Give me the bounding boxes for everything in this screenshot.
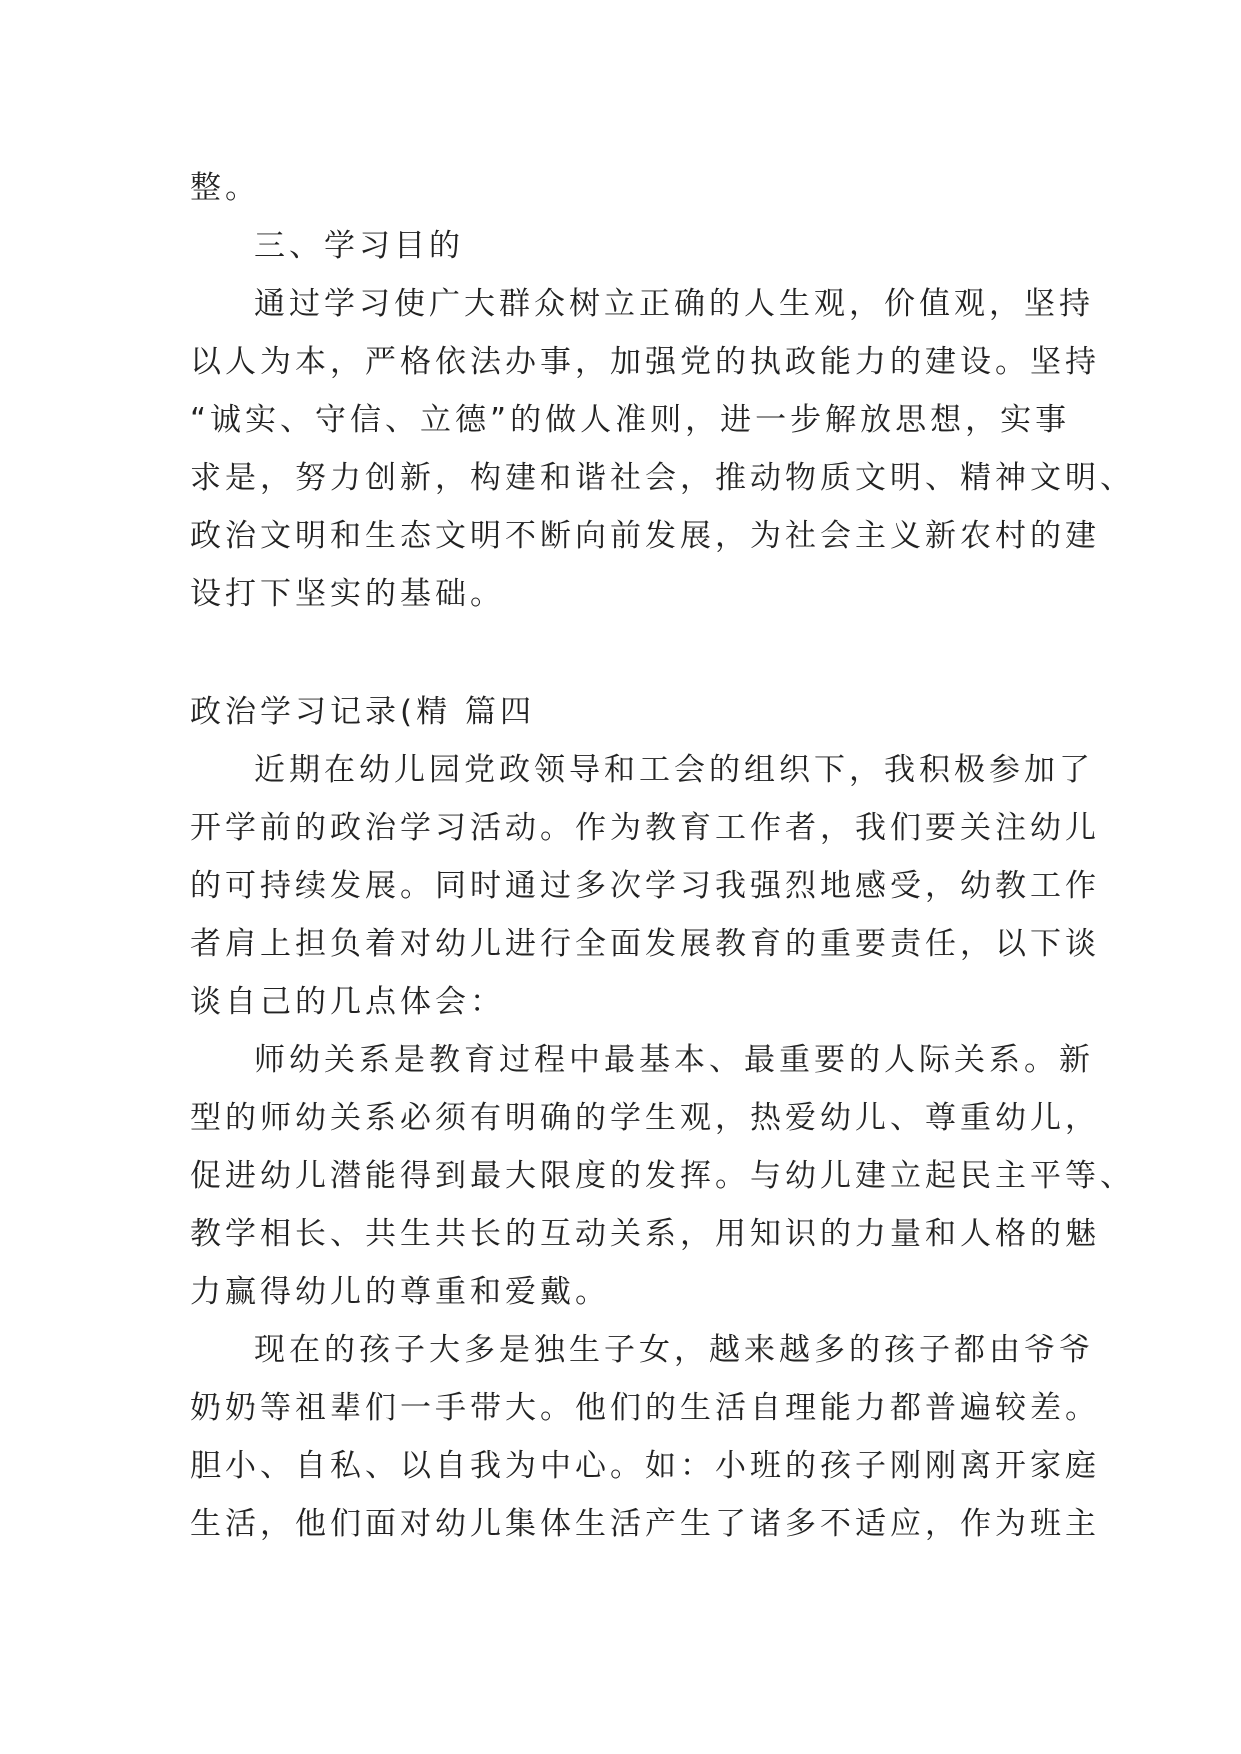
section-heading: 三、学习目的	[254, 228, 464, 264]
text-line: 政治文明和生态文明不断向前发展，为社会主义新农村的建	[190, 518, 1100, 554]
text-line: 谈自己的几点体会：	[190, 984, 505, 1020]
article-title: 政治学习记录(精 篇四	[190, 694, 535, 730]
text-line: 求是，努力创新，构建和谐社会，推动物质文明、精神文明、	[190, 460, 1135, 496]
text-line: 的可持续发展。同时通过多次学习我强烈地感受，幼教工作	[190, 868, 1100, 904]
text-line: 现在的孩子大多是独生子女，越来越多的孩子都由爷爷	[254, 1332, 1094, 1368]
text-line: 通过学习使广大群众树立正确的人生观，价值观，坚持	[254, 286, 1094, 322]
text-line: 教学相长、共生共长的互动关系，用知识的力量和人格的魅	[190, 1216, 1100, 1252]
text-line: 生活，他们面对幼儿集体生活产生了诸多不适应，作为班主	[190, 1506, 1100, 1542]
text-line: 近期在幼儿园党政领导和工会的组织下，我积极参加了	[254, 752, 1094, 788]
text-line: 胆小、自私、以自我为中心。如：小班的孩子刚刚离开家庭	[190, 1448, 1100, 1484]
text-line: “诚实、守信、立德”的做人准则，进一步解放思想，实事	[190, 402, 1071, 438]
text-line: 力赢得幼儿的尊重和爱戴。	[190, 1274, 610, 1310]
text-line: 以人为本，严格依法办事，加强党的执政能力的建设。坚持	[190, 344, 1100, 380]
text-line: 设打下坚实的基础。	[190, 576, 505, 612]
text-line: 开学前的政治学习活动。作为教育工作者，我们要关注幼儿	[190, 810, 1100, 846]
text-line: 奶奶等祖辈们一手带大。他们的生活自理能力都普遍较差。	[190, 1390, 1100, 1426]
text-line: 者肩上担负着对幼儿进行全面发展教育的重要责任，以下谈	[190, 926, 1100, 962]
paragraph-ending-line: 整。	[190, 170, 260, 206]
text-line: 师幼关系是教育过程中最基本、最重要的人际关系。新	[254, 1042, 1094, 1078]
text-line: 促进幼儿潜能得到最大限度的发挥。与幼儿建立起民主平等、	[190, 1158, 1135, 1194]
text-line: 型的师幼关系必须有明确的学生观，热爱幼儿、尊重幼儿，	[190, 1100, 1100, 1136]
